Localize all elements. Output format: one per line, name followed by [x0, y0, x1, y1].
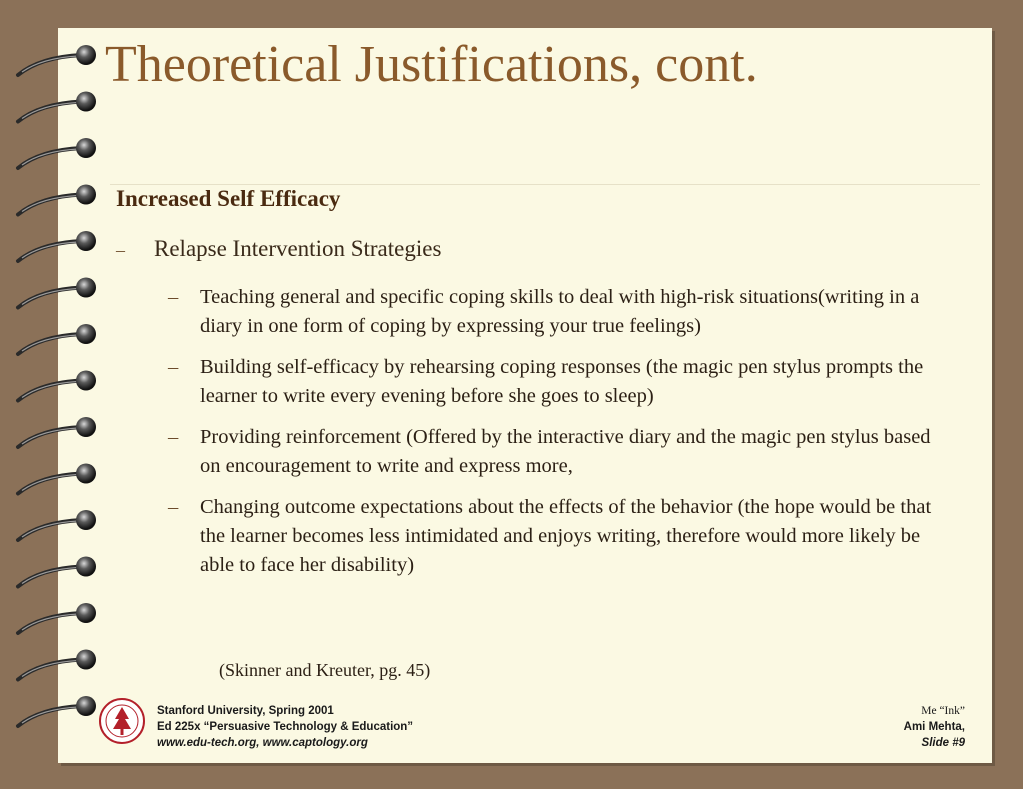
- list-item-text: Changing outcome expectations about the effects of the behavior (the hope would be that the learner becomes less intimidated and enjoys writing, therefore would more likely be able to face her disability): [200, 496, 932, 576]
- list-item: [168, 493, 948, 580]
- title-divider: [110, 184, 980, 185]
- list-item-text: Teaching general and specific coping skills to deal with high-risk situations(writing in a diary in one form of coping by expressing your true feelings): [200, 286, 920, 337]
- bullet-marker: –: [116, 240, 125, 260]
- bullet-marker: –: [168, 496, 179, 518]
- footer-university: Stanford University, Spring 2001: [157, 705, 334, 717]
- footer-slide-number: Slide #9: [921, 737, 965, 749]
- footer-websites: www.edu-tech.org, www.captology.org: [157, 737, 368, 749]
- bullet-marker: –: [168, 286, 179, 308]
- list-item-text: Providing reinforcement (Offered by the interactive diary and the magic pen stylus based on encouragement to write and express more,: [200, 426, 931, 477]
- bullet-level1-text: Relapse Intervention Strategies: [154, 236, 442, 261]
- bullet-level1: [116, 236, 441, 262]
- list-item-text: Building self-efficacy by rehearsing coping responses (the magic pen stylus prompts the learner to write every evening before she goes to sleep): [200, 356, 924, 407]
- footer-slide-info: [904, 703, 965, 751]
- bullet-marker: –: [168, 356, 179, 378]
- footer-project: Me “Ink”: [921, 705, 965, 717]
- list-item: [168, 283, 948, 341]
- list-item: [168, 353, 948, 411]
- list-item: [168, 423, 948, 481]
- footer-course: Ed 225x “Persuasive Technology & Education”: [157, 721, 414, 733]
- stanford-seal-icon: [98, 697, 146, 745]
- footer-course-info: [157, 703, 413, 751]
- slide-title: Theoretical Justifications, cont.: [105, 36, 758, 93]
- bullet-marker: –: [168, 426, 179, 448]
- bullet-list: [168, 283, 948, 592]
- footer-author: Ami Mehta,: [903, 721, 965, 733]
- spiral-binding-icon: [0, 0, 110, 789]
- section-heading: Increased Self Efficacy: [116, 186, 341, 211]
- citation: (Skinner and Kreuter, pg. 45): [219, 660, 431, 680]
